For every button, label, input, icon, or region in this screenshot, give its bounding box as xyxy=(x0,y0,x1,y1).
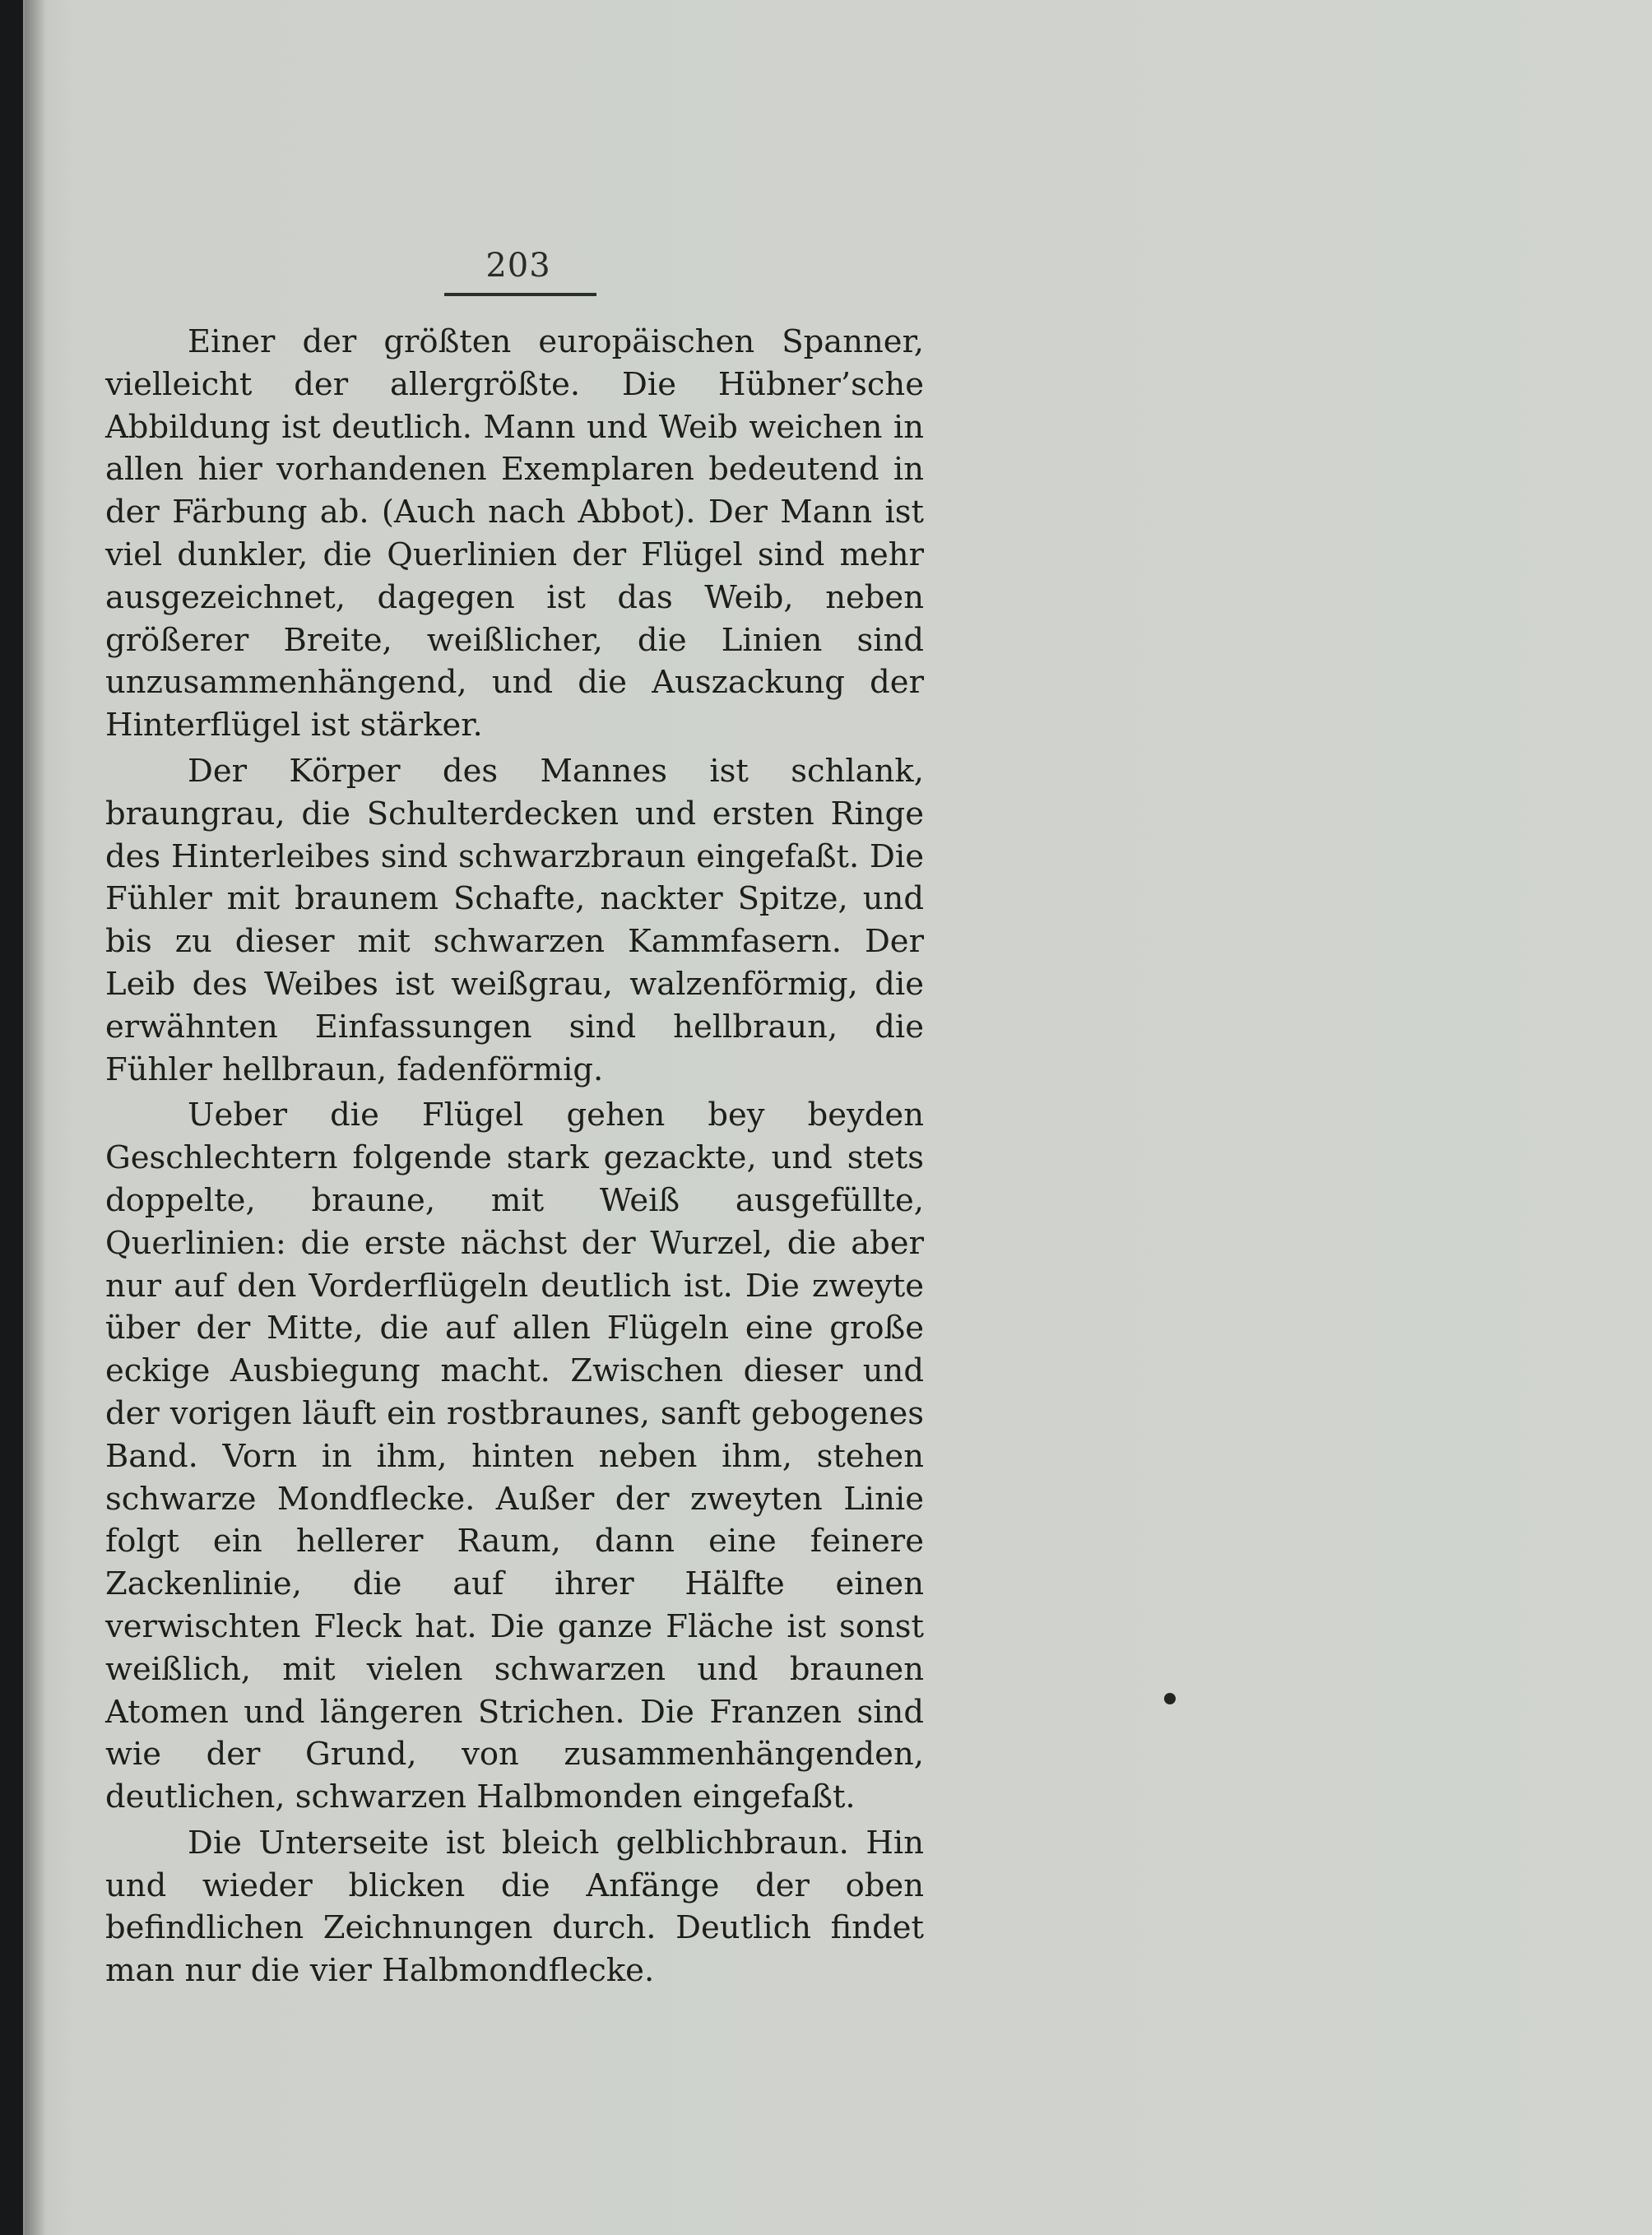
page-number-rule xyxy=(444,293,596,296)
paragraph-3: Ueber die Flügel gehen bey beyden Geschlechtern folgende stark gezackte, und stets doppelte, braune, mit Weiß ausgefüllte, Querlinien: die erste nächst der Wurzel, die aber nur auf den Vorderflügeln deutlich ist. Die zweyte über der Mitte, die auf allen Flügeln eine große eckige Ausbiegung macht. Zwischen dieser und der vorigen läuft ein rostbraunes, sanft gebogenes Band. Vorn in ihm, hinten neben ihm, stehen schwarze Mondflecke. Außer der zweyten Linie folgt ein hellerer Raum, dann eine feinere Zackenlinie, die auf ihrer Hälfte einen verwischten Fleck hat. Die ganze Fläche ist sonst weißlich, mit vielen schwarzen und braunen Atomen und längeren Strichen. Die Franzen sind wie der Grund, von zusammenhängenden, deutlichen, schwarzen Halbmonden eingefaßt. xyxy=(105,1097,924,1816)
binding-shadow xyxy=(25,0,46,2235)
body-text xyxy=(105,321,924,1996)
paragraph-4: Die Unterseite ist bleich gelblichbraun. Hin und wieder blicken die Anfänge der oben befindlichen Zeichnungen durch. Deutlich findet man nur die vier Halbmondflecke. xyxy=(105,1824,924,1990)
ink-speck xyxy=(1164,1693,1176,1704)
page-number: 203 xyxy=(485,247,551,285)
paragraph-2: Der Körper des Mannes ist schlank, braungrau, die Schulterdecken und ersten Ringe des Hinterleibes sind schwarzbraun eingefaßt. Die Fühler mit braunem Schafte, nackter Spitze, und bis zu dieser mit schwarzen Kammfasern. Der Leib des Weibes ist weißgrau, walzenförmig, die erwähnten Einfassungen sind hellbraun, die Fühler hellbraun, fadenförmig. xyxy=(105,752,924,1088)
paragraph-1: Einer der größten europäischen Spanner, vielleicht der allergrößte. Die Hübner’sche Abbildung ist deutlich. Mann und Weib weichen in allen hier vorhandenen Exemplaren bedeutend in der Färbung ab. (Auch nach Abbot). Der Mann ist viel dunkler, die Querlinien der Flügel sind mehr ausgezeichnet, dagegen ist das Weib, neben größerer Breite, weißlicher, die Linien sind unzusammenhängend, und die Auszackung der Hinterflügel ist stärker. xyxy=(105,323,924,744)
